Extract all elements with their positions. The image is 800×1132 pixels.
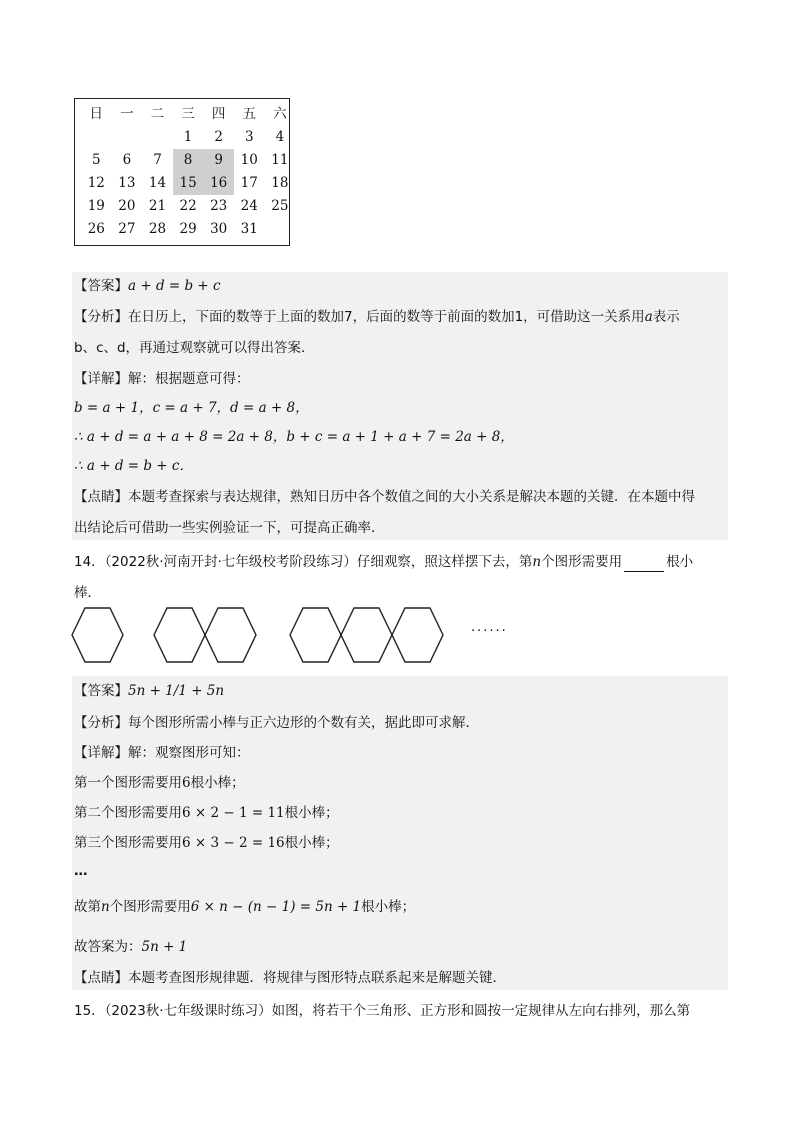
continuation-dots: ······ <box>471 624 508 639</box>
q14-step3 <box>74 833 339 853</box>
general-var-n: n <box>101 899 110 915</box>
calendar-day: 23 <box>210 198 228 214</box>
q14-answer <box>74 681 224 701</box>
calendar-day: 4 <box>275 129 285 145</box>
calendar-day <box>142 126 173 149</box>
comment-text: 本题考查探索与表达规律，熟知日历中各个数值之间的大小关系是解决本题的关键．在本题中得 <box>128 489 695 505</box>
answer-expr: a + d = b + c <box>128 278 221 294</box>
answer-label: 【答案】 <box>74 683 128 699</box>
q14-stem-line2: 棒． <box>74 585 101 601</box>
stem-text-b: 个图形需要用 <box>541 554 623 570</box>
analysis-text: 每个图形所需小棒与正六边形的个数有关，据此即可求解． <box>128 715 479 731</box>
stem-text-a: 仔细观察，照这样摆下去，第 <box>356 554 533 570</box>
calendar-day: 18 <box>271 175 289 191</box>
calendar-header-row <box>81 103 295 126</box>
q14-general <box>74 897 415 917</box>
calendar-weekday: 二 <box>150 106 165 122</box>
q13-eq3: ∴ a + d = b + c． <box>74 458 193 474</box>
calendar-day: 13 <box>118 175 136 191</box>
q14-step1 <box>74 773 245 793</box>
calendar-day <box>265 218 296 241</box>
calendar-day: 28 <box>148 221 167 237</box>
calendar-weekday: 四 <box>211 106 226 122</box>
analysis-text-end: 表示 <box>652 309 680 325</box>
figure3-hexagon-3 <box>392 608 443 662</box>
calendar-day <box>112 126 143 149</box>
calendar-day: 15 <box>173 172 204 195</box>
q13-analysis-line2: b、c、d，再通过观察就可以得出答案． <box>74 340 315 356</box>
detail-label: 【详解】 <box>74 745 128 761</box>
question-source: （2022秋·河南开封·七年级校考阶段练习） <box>104 554 357 570</box>
stem-text-c: 根小 <box>666 554 694 570</box>
q14-detail <box>74 743 250 763</box>
stem-var-n: n <box>532 554 542 570</box>
step-text-end: 根小棒； <box>190 775 245 791</box>
calendar-day: 2 <box>214 129 223 145</box>
calendar-week-row <box>81 218 295 241</box>
q13-comment-line2: 出结论后可借助一些实例验证一下，可提高正确率． <box>74 520 385 536</box>
calendar-day: 24 <box>240 198 258 214</box>
q14-stem <box>74 552 693 572</box>
calendar-day: 20 <box>118 198 136 214</box>
step-text: 第二个图形需要用 <box>74 805 182 821</box>
figure3-hexagon-1 <box>290 608 341 662</box>
general-expr: 6 × n − (n − 1) = 5n + 1 <box>190 899 362 915</box>
step-text: 第三个图形需要用 <box>74 835 182 851</box>
q13-answer <box>74 276 221 296</box>
answer-blank[interactable] <box>624 557 664 572</box>
q15-stem <box>74 1001 690 1021</box>
stem-text: 如图，将若干个三角形、正方形和圆按一定规律从左向右排列，那么第 <box>271 1003 691 1019</box>
calendar-day: 8 <box>173 149 204 172</box>
step-text-end: 根小棒； <box>284 805 339 821</box>
step-expr: 6 × 2 − 1 = 11 <box>182 805 285 821</box>
calendar-day: 12 <box>87 175 105 191</box>
q14-analysis <box>74 713 479 733</box>
calendar-weekday: 一 <box>120 106 134 122</box>
figure3-hexagon-2 <box>341 608 392 662</box>
calendar-table <box>74 98 290 246</box>
q13-eq2: ∴ a + d = a + a + 8 = 2a + 8，b + c = a + 1 + a + 7 = 2a + 8， <box>74 429 514 445</box>
q14-step2 <box>74 803 339 823</box>
detail-intro: 解：观察图形可知： <box>128 745 250 761</box>
general-text-a: 故第 <box>74 899 101 915</box>
q14-comment <box>74 968 506 988</box>
q13-eq1: b = a + 1，c = a + 7，d = a + 8， <box>74 400 309 416</box>
calendar-day: 5 <box>92 152 101 168</box>
calendar-day: 3 <box>244 129 254 145</box>
analysis-label: 【分析】 <box>74 715 128 731</box>
calendar-day <box>81 126 112 149</box>
calendar-day: 21 <box>148 198 167 214</box>
calendar-day: 9 <box>203 149 234 172</box>
calendar-day: 30 <box>210 221 228 237</box>
calendar-day: 7 <box>153 152 162 168</box>
question-source: （2023秋·七年级课时练习） <box>104 1003 272 1019</box>
calendar-day: 27 <box>118 221 136 237</box>
q13-analysis-line1 <box>74 307 680 327</box>
calendar-day: 6 <box>122 152 132 168</box>
calendar-day: 26 <box>87 221 105 237</box>
answer-expr: 5n + 1/1 + 5n <box>128 683 225 699</box>
answer-label: 【答案】 <box>74 278 128 294</box>
final-text: 故答案为： <box>74 939 142 955</box>
step-expr: 6 × 3 − 2 = 16 <box>182 835 285 851</box>
q14-ellipsis: … <box>74 863 88 879</box>
step-text-end: 根小棒； <box>284 835 339 851</box>
calendar-day: 11 <box>271 152 289 168</box>
calendar-day: 19 <box>87 198 105 214</box>
calendar-week-row <box>81 172 295 195</box>
calendar-weekday: 日 <box>89 106 104 122</box>
calendar-day: 25 <box>271 198 289 214</box>
calendar-week-row <box>81 149 295 172</box>
calendar-week-row <box>81 126 295 149</box>
q13-detail <box>74 369 250 389</box>
comment-text: 本题考查图形规律题．将规律与图形特点联系起来是解题关键． <box>128 970 506 986</box>
calendar-weekday: 五 <box>242 106 257 122</box>
detail-label: 【详解】 <box>74 371 128 387</box>
calendar-week-row <box>81 195 295 218</box>
calendar-day: 14 <box>148 175 167 191</box>
general-text-c: 根小棒； <box>361 899 416 915</box>
calendar-day: 16 <box>203 172 234 195</box>
question-number: 14． <box>74 554 105 570</box>
calendar-day: 31 <box>240 221 258 237</box>
step-text: 第一个图形需要用 <box>74 775 182 791</box>
calendar-day: 17 <box>240 175 258 191</box>
detail-intro: 解：根据题意可得： <box>128 371 250 387</box>
figure2-hexagon-2 <box>205 608 256 662</box>
analysis-var: a <box>644 309 653 325</box>
comment-label: 【点睛】 <box>74 970 128 986</box>
calendar-day: 22 <box>179 198 197 214</box>
analysis-text: 在日历上，下面的数等于上面的数加7，后面的数等于前面的数加1，可借助这一关系用 <box>128 309 645 325</box>
figure2-hexagon-1 <box>154 608 205 662</box>
calendar-weekday: 六 <box>273 106 287 122</box>
step-expr: 6 <box>182 775 191 791</box>
calendar-grid <box>81 103 295 241</box>
q14-final <box>74 937 187 957</box>
figure1-hexagon <box>72 608 123 662</box>
calendar-day: 29 <box>179 221 197 237</box>
calendar-weekday: 三 <box>181 106 195 122</box>
final-expr: 5n + 1 <box>141 939 188 955</box>
q13-comment-line1 <box>74 487 695 507</box>
calendar-day: 1 <box>183 129 193 145</box>
general-text-b: 个图形需要用 <box>109 899 191 915</box>
hexagon-figures <box>70 606 470 666</box>
calendar-day: 10 <box>240 152 258 168</box>
analysis-label: 【分析】 <box>74 309 128 325</box>
comment-label: 【点睛】 <box>74 489 128 505</box>
question-number: 15． <box>74 1003 105 1019</box>
